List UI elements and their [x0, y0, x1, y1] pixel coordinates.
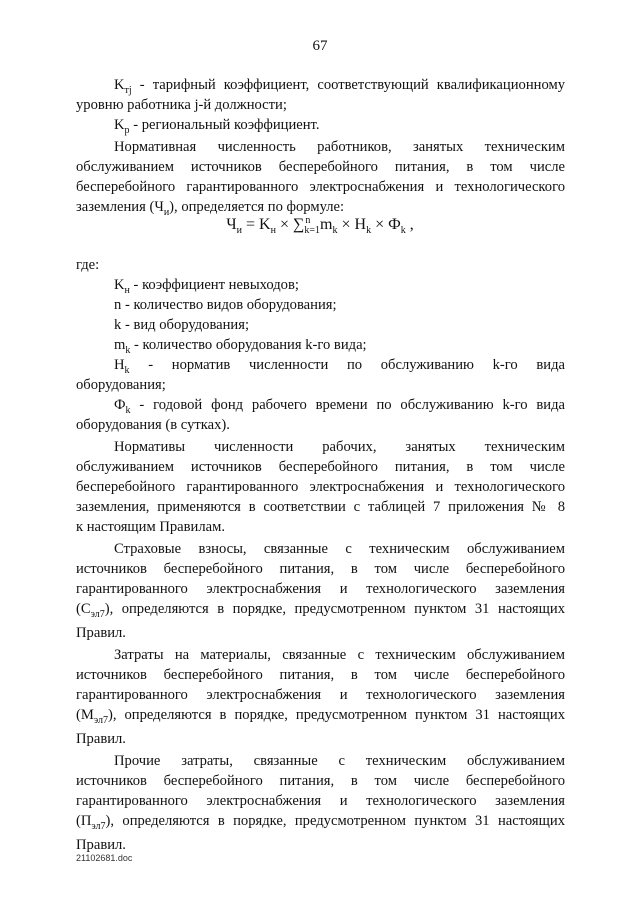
text-line: [114, 540, 565, 559]
formula-eq: = K: [242, 216, 271, 233]
line-text: ), определяются в порядке, предусмотренном пунктом 31 настоящих: [104, 601, 565, 617]
text-line: [114, 646, 565, 665]
formula-lhs-sub: и: [236, 225, 243, 237]
line-prefix: Ф: [114, 397, 126, 413]
text-line: [114, 752, 565, 771]
text-line: [76, 812, 565, 831]
formula-f-sub: k: [400, 225, 406, 237]
formula-sum-sub: k=1: [304, 225, 321, 237]
text-line: [114, 438, 565, 457]
line-text: Правил.: [76, 731, 126, 747]
text-line: [76, 416, 565, 435]
line-prefix: H: [114, 357, 125, 373]
text-line: [76, 772, 565, 791]
text-line: [114, 138, 565, 157]
formula-times-sum: × ∑: [275, 216, 305, 233]
footer-filename: 21102681.doc: [76, 853, 133, 863]
text-line: [76, 600, 565, 619]
text-line: [76, 792, 565, 811]
line-text: где:: [76, 257, 100, 273]
line-subscript: эл7: [90, 608, 105, 620]
line-text: обслуживанием источников бесперебойного питания, в том числе: [76, 459, 565, 475]
text-line: [76, 498, 565, 517]
formula-times-f: × Ф: [371, 216, 401, 233]
formula-end: ,: [405, 216, 414, 233]
line-text: - тарифный коэффициент, соответствующий квалификационному: [131, 77, 565, 93]
text-line: [114, 76, 565, 95]
line-text: Прочие затраты, связанные с техническим обслуживанием: [114, 753, 565, 769]
text-line: [114, 316, 565, 335]
text-line: [76, 198, 565, 217]
text-line: [76, 560, 565, 579]
line-text: оборудования;: [76, 377, 166, 393]
line-text: источников бесперебойного питания, в том числе бесперебойного: [76, 561, 565, 577]
formula: [0, 214, 640, 237]
text-line: [76, 666, 565, 685]
line-text: источников бесперебойного питания, в том числе бесперебойного: [76, 667, 565, 683]
line-text: k - вид оборудования;: [114, 317, 250, 333]
line-prefix: K: [114, 277, 125, 293]
text-line: [76, 458, 565, 477]
formula-times-h: × H: [337, 216, 367, 233]
line-text: - коэффициент невыходов;: [129, 277, 299, 293]
text-line: [76, 158, 565, 177]
line-text: гарантированного электроснабжения и технологического заземления: [76, 581, 565, 597]
line-text: гарантированного электроснабжения и технологического заземления: [76, 793, 565, 809]
line-prefix: (M: [76, 707, 94, 723]
line-subscript: k: [125, 404, 131, 416]
line-text: бесперебойного гарантированного электроснабжения и технологического: [76, 479, 565, 495]
line-text: Нормативы численности рабочих, занятых техническим: [114, 439, 565, 455]
text-line: [76, 580, 565, 599]
line-prefix: заземления (Ч: [76, 199, 164, 215]
page-number: 67: [312, 38, 328, 54]
formula-m: m: [320, 216, 333, 233]
text-line: [76, 96, 565, 115]
text-line: [76, 256, 565, 275]
line-text: - региональный коэффициент.: [129, 117, 320, 133]
line-text: заземления, применяются в соответствии с таблицей 7 приложения № 8: [76, 499, 565, 515]
text-line: [76, 706, 565, 725]
text-line: [76, 478, 565, 497]
line-text: ), определяется по формуле:: [169, 199, 345, 215]
text-line: [114, 336, 565, 355]
line-text: Страховые взносы, связанные с техническим обслуживанием: [114, 541, 565, 557]
text-line: [114, 356, 565, 375]
line-subscript: k: [125, 344, 131, 356]
line-prefix: (C: [76, 601, 91, 617]
formula-k-sub: н: [270, 225, 276, 237]
formula-sum-sup: n: [305, 214, 311, 226]
text-line: [76, 518, 565, 537]
line-prefix: K: [114, 77, 125, 93]
line-text: гарантированного электроснабжения и технологического заземления: [76, 687, 565, 703]
formula-lhs: Ч: [226, 216, 237, 233]
text-line: [114, 396, 565, 415]
line-text: Правил.: [76, 837, 126, 853]
line-text: ), определяются в порядке, предусмотренном пунктом 31 настоящих: [105, 813, 565, 829]
line-text: ), определяются в порядке, предусмотренном пунктом 31 настоящих: [107, 707, 565, 723]
line-text: Нормативная численность работников, занятых техническим: [114, 139, 565, 155]
line-text: бесперебойного гарантированного электроснабжения и технологического: [76, 179, 565, 195]
line-subscript: и: [163, 206, 170, 218]
text-line: [114, 296, 565, 315]
line-subscript: эл7: [91, 820, 106, 832]
line-text: - годовой фонд рабочего времени по обслуживанию k-го вида: [130, 397, 565, 413]
text-line: [76, 836, 565, 855]
formula-m-sub: k: [332, 225, 338, 237]
line-subscript: k: [124, 364, 130, 376]
line-subscript: эл7: [93, 714, 108, 726]
line-text: n - количество видов оборудования;: [114, 297, 337, 313]
line-subscript: н: [124, 284, 130, 296]
text-line: [114, 116, 565, 135]
line-text: - норматив численности по обслуживанию k-го вида: [129, 357, 565, 373]
line-text: Затраты на материалы, связанные с техническим обслуживанием: [114, 647, 565, 663]
line-text: - количество оборудования k-го вида;: [130, 337, 367, 353]
line-subscript: р: [124, 124, 130, 136]
line-prefix: (П: [76, 813, 92, 829]
line-text: к настоящим Правилам.: [76, 519, 226, 535]
line-text: оборудования (в сутках).: [76, 417, 230, 433]
text-line: [76, 686, 565, 705]
formula-h-sub: k: [366, 225, 372, 237]
line-text: уровню работника j-й должности;: [76, 97, 287, 113]
line-text: Правил.: [76, 625, 126, 641]
text-line: [76, 624, 565, 643]
text-line: [76, 376, 565, 395]
line-text: обслуживанием источников бесперебойного питания, в том числе: [76, 159, 565, 175]
text-line: [114, 276, 565, 295]
line-prefix: m: [114, 337, 126, 353]
line-text: источников бесперебойного питания, в том числе бесперебойного: [76, 773, 565, 789]
line-subscript: тj: [124, 84, 132, 96]
line-prefix: K: [114, 117, 125, 133]
text-line: [76, 178, 565, 197]
text-line: [76, 730, 565, 749]
